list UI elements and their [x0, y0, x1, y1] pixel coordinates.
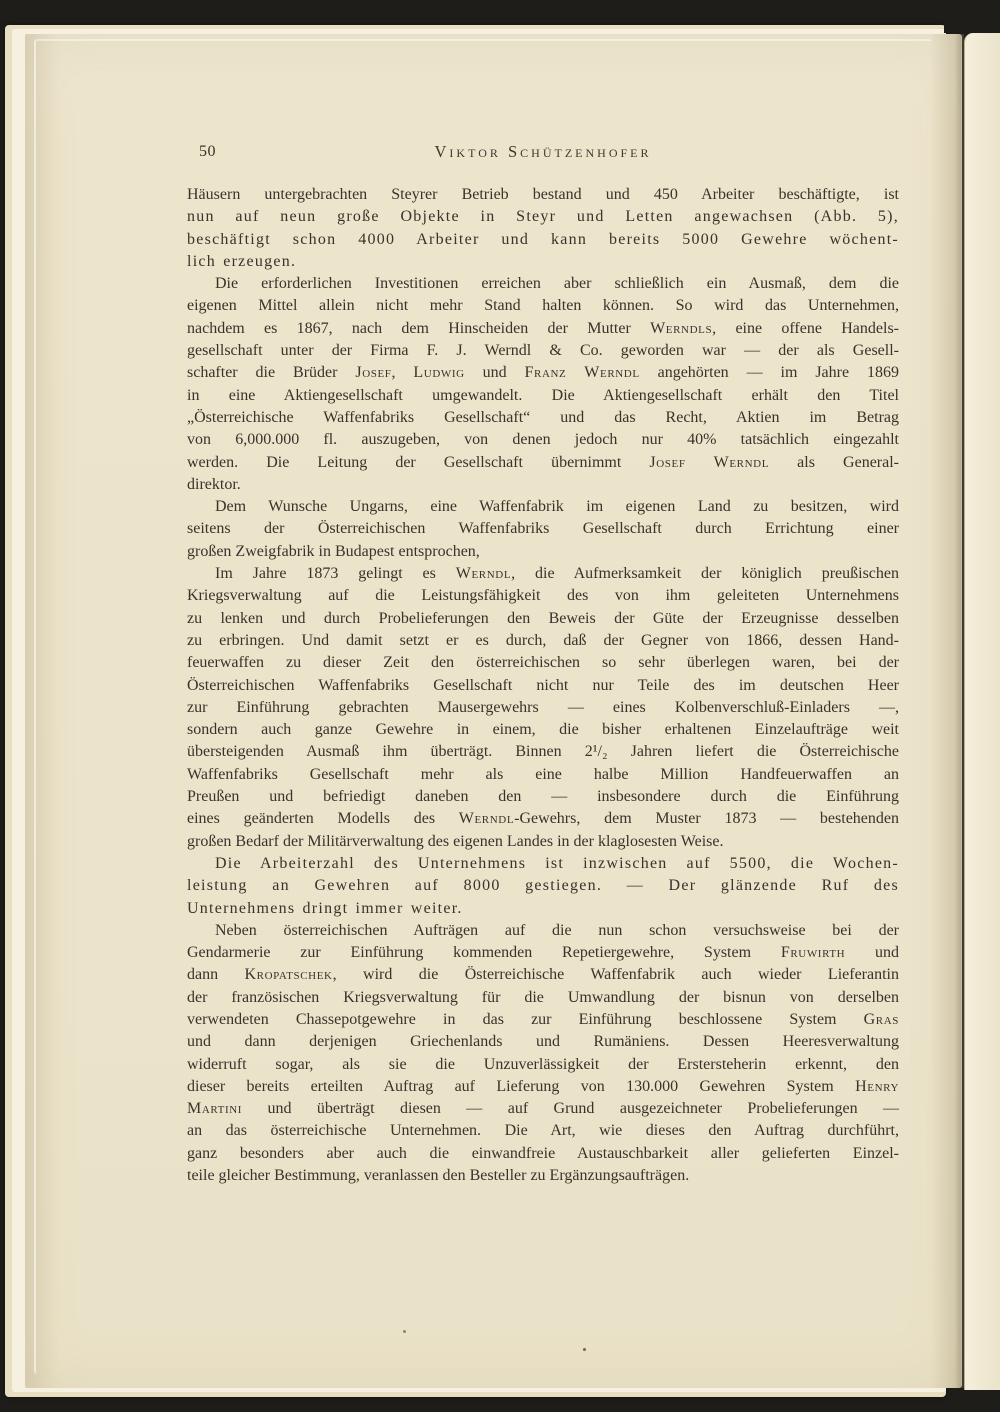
text-line: leistung an Gewehren auf 8000 gestiegen. — Der glänzende Ruf des: [187, 877, 899, 895]
text-line: schafter die Brüder Josef, Ludwig und Franz Werndl angehörten — im Jahre 1869: [187, 364, 900, 382]
text-line: Die erforderlichen Investitionen erreichen aber schließlich ein Ausmaß, dem die: [215, 275, 899, 293]
dust-speck: [403, 1330, 406, 1333]
text-line: beschäftigt schon 4000 Arbeiter und kann bereits 5000 Gewehre wöchent-: [187, 230, 899, 248]
text-line: direktor.: [187, 475, 241, 493]
text-line: lich erzeugen.: [187, 252, 297, 270]
text-line: Martini und überträgt diesen — auf Grund ausgezeichneter Probelieferungen —: [187, 1100, 899, 1118]
text-line: Dem Wunsche Ungarns, eine Waffenfabrik im eigenen Land zu besitzen, wird: [215, 498, 899, 516]
gutter-fold-shadow: [930, 34, 964, 1388]
text-line: Neben österreichischen Aufträgen auf die nun schon versuchsweise bei der: [215, 921, 899, 939]
text-line: teile gleicher Bestimmung, veranlassen den Besteller zu Ergänzungsaufträgen.: [187, 1167, 690, 1185]
text-line: der französischen Kriegsverwaltung für die Umwandlung der bisnun von derselben: [187, 988, 899, 1006]
page-left-shading: [25, 34, 59, 1388]
text-line: großen Bedarf der Militärverwaltung des eigenen Landes in der klaglosesten Weise.: [187, 832, 724, 850]
page-header: [187, 141, 899, 163]
text-line: Unternehmens dringt immer weiter.: [187, 899, 463, 917]
text-line: verwendeten Chassepotgewehre in das zur Einführung beschlossene System Gras: [187, 1010, 899, 1028]
running-head: Viktor Schützenhofer: [434, 142, 652, 161]
text-line: und dann derjenigen Griechenlands und Rumäniens. Dessen Heeresverwaltung: [187, 1033, 899, 1051]
text-line: zu erbringen. Und damit setzt er es durch, daß der Gegner von 1866, dessen Hand-: [187, 631, 899, 649]
text-body: [187, 184, 899, 1187]
text-line: seitens der Österreichischen Waffenfabriks Gesellschaft durch Errichtung einer: [187, 520, 899, 538]
text-line: Waffenfabriks Gesellschaft mehr als eine halbe Million Handfeuerwaffen an: [187, 765, 899, 783]
text-line: widerruft sogar, als sie die Unzuverlässigkeit der Erstersteherin erkennt, den: [187, 1055, 899, 1073]
text-line: Preußen und befriedigt daneben den — insbesondere durch die Einführung: [187, 788, 899, 806]
background-corner-notch: [944, 0, 1000, 33]
text-line: zu lenken und durch Probelieferungen den Beweis der Güte der Erzeugnisse desselben: [187, 609, 899, 627]
text-line: Im Jahre 1873 gelingt es Werndl, die Aufmerksamkeit der königlich preußischen: [215, 565, 900, 583]
text-line: Gendarmerie zur Einführung kommenden Repetiergewehre, System Fruwirth und: [187, 944, 900, 962]
text-line: eigenen Mittel allein nicht mehr Stand halten können. So wird das Unternehmen,: [187, 297, 899, 315]
page-text-block: [187, 141, 899, 1187]
text-line: nachdem es 1867, nach dem Hinscheiden der Mutter Werndls, eine offene Handels-: [187, 319, 900, 337]
text-line: sondern auch ganze Gewehre in einem, die bisher erhaltenen Einzelaufträge weit: [187, 721, 899, 739]
text-line: in eine Aktiengesellschaft umgewandelt. Die Aktiengesellschaft erhält den Titel: [187, 386, 899, 404]
page-number: 50: [199, 143, 216, 160]
text-line: zur Einführung gebrachten Mausergewehrs — eines Kolbenverschluß-Einladers —,: [187, 698, 899, 716]
text-line: Häusern untergebrachten Steyrer Betrieb bestand und 450 Arbeiter beschäftigte, ist: [187, 186, 899, 203]
adjacent-page-edge: [964, 33, 1000, 1390]
text-line: übersteigenden Ausmaß ihm überträgt. Binnen 2¹/₂ Jahren liefert die Österreichische: [187, 743, 899, 761]
text-line: „Österreichische Waffenfabriks Gesellschaft“ und das Recht, Aktien im Betrag: [187, 408, 899, 426]
text-line: großen Zweigfabrik in Budapest entsprochen,: [187, 542, 480, 560]
text-line: nun auf neun große Objekte in Steyr und Letten angewachsen (Abb. 5),: [187, 208, 899, 226]
text-line: Kriegsverwaltung auf die Leistungsfähigkeit des von ihm geleiteten Unternehmens: [187, 587, 899, 605]
text-line: feuerwaffen zu dieser Zeit den österreichischen so sehr überlegen waren, bei der: [187, 654, 899, 672]
text-line: werden. Die Leitung der Gesellschaft übernimmt Josef Werndl als General-: [187, 453, 900, 471]
text-line: von 6,000.000 fl. auszugeben, von denen jedoch nur 40% tatsächlich eingezahlt: [187, 431, 899, 449]
text-line: gesellschaft unter der Firma F. J. Werndl & Co. geworden war — der als Gesell-: [187, 342, 899, 360]
text-line: Österreichischen Waffenfabriks Gesellschaft nicht nur Teile des im deutschen Heer: [187, 676, 899, 694]
text-line: dann Kropatschek, wird die Österreichische Waffenfabrik auch wieder Lieferantin: [187, 966, 899, 984]
dust-speck: [583, 1348, 586, 1351]
text-line: ganz besonders aber auch die einwandfreie Austauschbarkeit aller gelieferten Einzel-: [187, 1144, 899, 1162]
text-line: eines geänderten Modells des Werndl-Gewehrs, dem Muster 1873 — bestehenden: [187, 810, 899, 828]
text-line: an das österreichische Unternehmen. Die Art, wie dieses den Auftrag durchführt,: [187, 1122, 899, 1140]
text-line: dieser bereits erteilten Auftrag auf Lieferung von 130.000 Gewehren System Henry: [187, 1077, 899, 1095]
text-line: Die Arbeiterzahl des Unternehmens ist inzwischen auf 5500, die Wochen-: [215, 854, 899, 872]
